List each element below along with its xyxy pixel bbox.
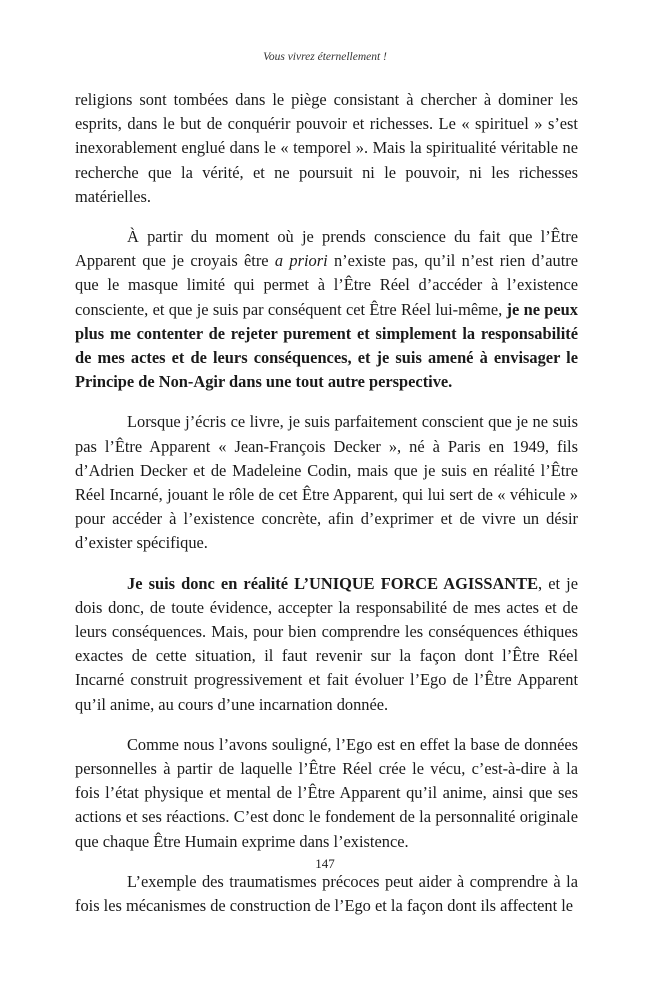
body-text: [75, 88, 578, 918]
bold-text: Je suis donc en réalité L’UNIQUE FORCE AGISSANTE: [127, 573, 539, 593]
text-run: , et je dois donc, de toute évidence, accepter la responsabilité de mes actes et de leurs conséquences. Mais, pour bien comprendre les conséquences éthiques exactes de cette situation, il faut revenir sur la façon dont l’Être Réel Incarné construit progressivement et fait évoluer l’Ego de l’Être Apparent qu’il anime, au cours d’une incarnation donnée.: [75, 573, 578, 714]
running-header: Vous vivrez éternellement !: [263, 51, 387, 63]
text-run: Lorsque j’écris ce livre, je suis parfaitement conscient que je ne suis pas l’Être Apparent « Jean-François Decker », né à Paris en 1949, fils d’Adrien Decker et de Madeleine Codin, mais que je suis en réalité l’Être Réel Incarné, jouant le rôle de cet Être Apparent, qui lui sert de « véhicule » pour accéder à l’existence concrète, afin d’exprimer et de vivre un désir d’exister spécifique.: [75, 412, 578, 553]
text-run: À partir du moment où je prends conscience du fait que l’Être Apparent que je croyais être: [75, 227, 578, 271]
bold-text: je ne peux plus me contenter de rejeter purement et simplement la responsabilité de mes actes et de leurs conséquences, et je suis amené à envisager le Principe de Non-Agir dans une tout autre perspective.: [75, 299, 578, 392]
text-run: Comme nous l’avons souligné, l’Ego est en effet la base de données personnelles à partir de laquelle l’Être Réel crée le vécu, c’est-à-dire à la fois l’état physique et mental de l’Être Apparent qu’il anime, ainsi que ses actions et ses réactions. C’est donc le fondement de la personnalité originale que chaque Être Humain exprime dans l’existence.: [75, 734, 578, 851]
paragraph: [75, 733, 578, 854]
text-run: L’exemple des traumatismes précoces peut aider à comprendre à la fois les mécanismes de construction de l’Ego et la façon dont ils affectent le: [75, 871, 578, 916]
paragraph: [75, 572, 578, 717]
paragraph: [75, 870, 578, 918]
italic-text: a priori: [274, 251, 328, 271]
paragraph: [75, 88, 578, 209]
page-number: 147: [315, 856, 335, 871]
paragraph: [75, 225, 578, 394]
text-run: n’existe pas, qu’il n’est rien d’autre que le masque limité qui permet à l’Être Réel d’accéder à l’existence consciente, et que je suis par conséquent cet Être Réel lui-même,: [75, 251, 578, 319]
text-run: religions sont tombées dans le piège consistant à chercher à dominer les esprits, dans le but de conquérir pouvoir et richesses. Le « spirituel » s’est inexorablement englué dans le « temporel ». Mais la spiritualité véritable ne recherche que la vérité, et ne poursuit ni le pouvoir, ni les richesses matérielles.: [75, 90, 578, 206]
paragraph: [75, 410, 578, 555]
